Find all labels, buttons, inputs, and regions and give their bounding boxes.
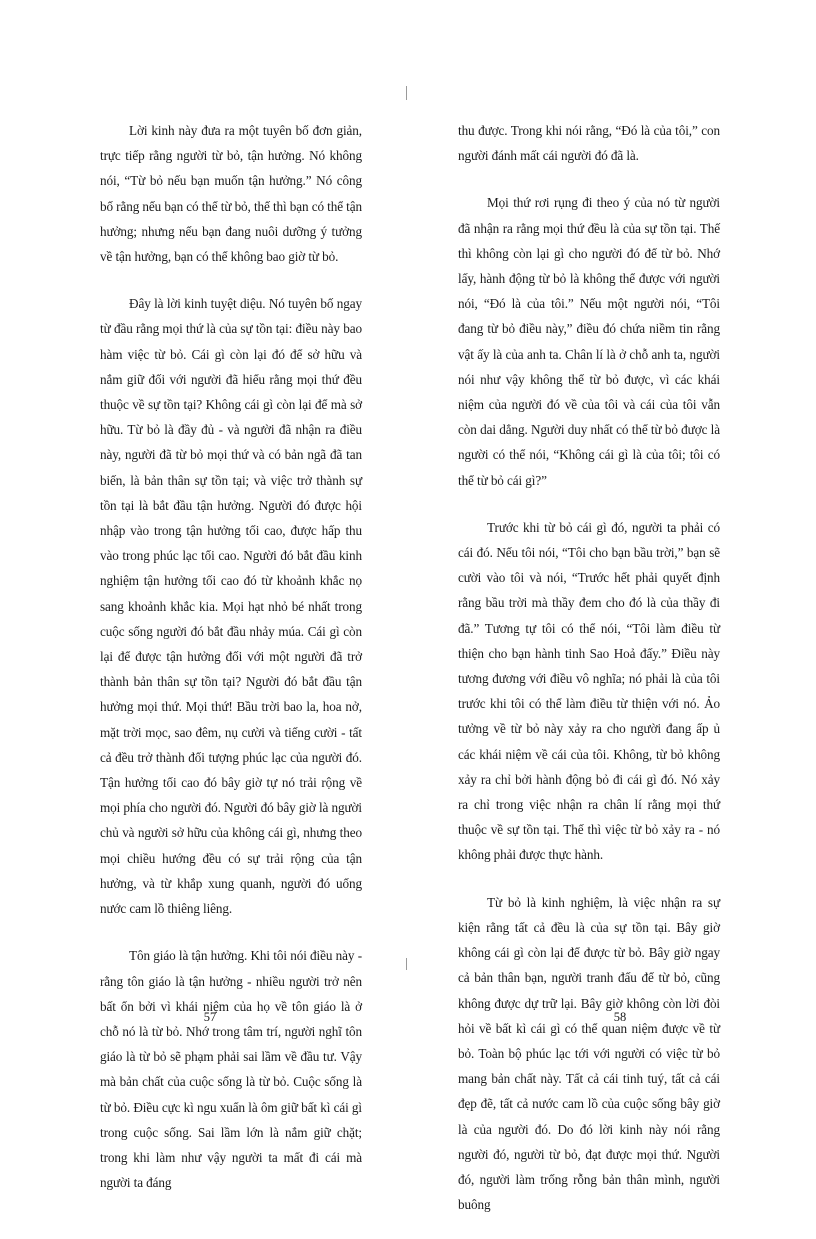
right-page	[458, 118, 720, 1239]
paragraph: Tôn giáo là tận hưởng. Khi tôi nói điều này - rằng tôn giáo là tận hưởng - nhiều người trở nên bất ổn bởi vì khái niệm của họ về tôn giáo là ở chỗ nó là từ bỏ. Nhớ trong tâm trí, người nghĩ tôn giáo là từ bỏ sẽ phạm phải sai lầm về đầu tư. Vậy mà bản chất của cuộc sống là từ bỏ. Cuộc sống là từ bỏ. Điều cực kì ngu xuẩn là ôm giữ bất kì cái gì trong cuộc sống. Sai lầm lớn là nắm giữ chặt; trong khi làm như vậy người ta mất đi cái mà người ta đáng	[100, 948, 362, 1191]
paragraph: Lời kinh này đưa ra một tuyên bố đơn giản, trực tiếp rằng người từ bỏ, tận hưởng. Nó không nói, “Từ bỏ nếu bạn muốn tận hưởng.” Nó công bố rằng nếu bạn có thể từ bỏ, thế thì bạn có thể tận hưởng; nhưng nếu bạn đang nuôi dưỡng ý tưởng về tận hưởng, bạn có thể không bao giờ từ bỏ.	[100, 123, 362, 265]
paragraph-continued: thu được. Trong khi nói rằng, “Đó là của tôi,” con người đánh mất cái người đó đã là.	[458, 123, 720, 164]
page-number-right: 58	[613, 1010, 627, 1024]
paragraph: Mọi thứ rơi rụng đi theo ý của nó từ người đã nhận ra rằng mọi thứ đều là của sự tồn tại. Thế thì không còn lại gì cho người đó để từ bỏ. Nhớ lấy, hành động từ bỏ là không thể được với người nói, “Đó là của tôi.” Nếu một người nói, “Tôi đang từ bỏ điều này,” điều đó chứa niềm tin rằng vật ấy là của anh ta. Chân lí là ở chỗ anh ta, người nói như vậy không thể từ bỏ được, vì các khái niệm của người đó về của tôi và cái của tôi vẫn còn dai dẳng. Người duy nhất có thể từ bỏ được là người có thể nói, “Không cái gì là của tôi; tôi có thể từ bỏ cái gì?”	[458, 195, 720, 488]
center-fold-mark-top	[406, 86, 407, 100]
page-number-left: 57	[203, 1010, 217, 1024]
left-page	[100, 118, 362, 1217]
paragraph: Trước khi từ bỏ cái gì đó, người ta phải có cái đó. Nếu tôi nói, “Tôi cho bạn bầu trời,” bạn sẽ cười vào tôi và nói, “Trước hết phải quyết định rằng bầu trời mà thầy đem cho đó là của thầy đi đã.” Tương tự tôi có thể nói, “Tôi làm điều từ thiện cho bạn hành tinh Sao Hoả đấy.” Điều này tương đương với điều vô nghĩa; nó phải là của tôi trước khi tôi có thể làm điều từ thiện với nó. Ảo tưởng về từ bỏ này xảy ra cho người đang ấp ủ các khái niệm về cái của tôi. Không, từ bỏ không xảy ra chỉ bởi hành động bỏ đi cái gì đó. Nó xảy ra chỉ trong việc nhận ra chân lí rằng mọi thứ thuộc về sự tồn tại. Thế thì việc từ bỏ xảy ra - nó không phải được thực hành.	[458, 519, 720, 863]
paragraph: Đây là lời kinh tuyệt diệu. Nó tuyên bố ngay từ đầu rằng mọi thứ là của sự tồn tại: điều này bao hàm việc từ bỏ. Cái gì còn lại đó để sở hữu và nắm giữ đối với người đã hiểu rằng mọi thứ đều thuộc về sự tồn tại? Không cái gì còn lại để mà sở hữu. Từ bỏ là đầy đủ - và người đã nhận ra điều này, người đã từ bỏ mọi thứ và có bản ngã đã tan biến, là bản thân sự tồn tại; và việc trở thành sự tồn tại là bắt đầu tận hưởng. Người đó được hội nhập vào trong tận hưởng tối cao, được hấp thu vào trong phúc lạc tối cao. Người đó bắt đầu kinh nghiệm tận hưởng tối cao đó từ khoảnh khắc nọ sang khoảnh khắc kia. Mọi hạt nhỏ bé nhất trong cuộc sống người đó bắt đầu nhảy múa. Cái gì còn lại để được tận hưởng đối với một người đã trở thành bản thân sự tồn tại? Người đó bắt đầu tận hưởng mọi thứ. Mọi thứ! Bầu trời bao la, hoa nở, mặt trời mọc, sao đêm, nụ cười và tiếng cười - tất cả đều trở thành đối tượng phúc lạc của người đó. Tận hưởng tối cao đó bây giờ tự nó trải rộng về mọi phía cho người đó. Người đó bây giờ là người chủ và người sở hữu của không cái gì, nhưng theo mọi chiều hướng đều có sự trải rộng của tận hưởng, và từ khắp xung quanh, người đó uống nước cam lồ thiêng liêng.	[100, 296, 362, 917]
center-fold-mark-bottom	[406, 958, 407, 970]
paragraph: Từ bỏ là kinh nghiệm, là việc nhận ra sự kiện rằng tất cả đều là của sự tồn tại. Bây giờ không cái gì còn lại để được từ bỏ. Bây giờ ngay cả bản thân bạn, người tranh đấu để từ bỏ, cũng không được dự trữ lại. Bây giờ không còn lời đòi hỏi về bất kì cái gì có thể quan niệm được về từ bỏ. Toàn bộ phúc lạc tới với người có việc từ bỏ mang bản chất này. Tất cả cái tinh tuý, tất cả cái đẹp đẽ, tất cả nước cam lồ của cuộc sống bây giờ là của người đó. Do đó lời kinh này nói rằng người đó, người từ bỏ, đạt được mọi thứ. Người đó, người làm trống rỗng bản thân mình, người buông	[458, 894, 720, 1213]
